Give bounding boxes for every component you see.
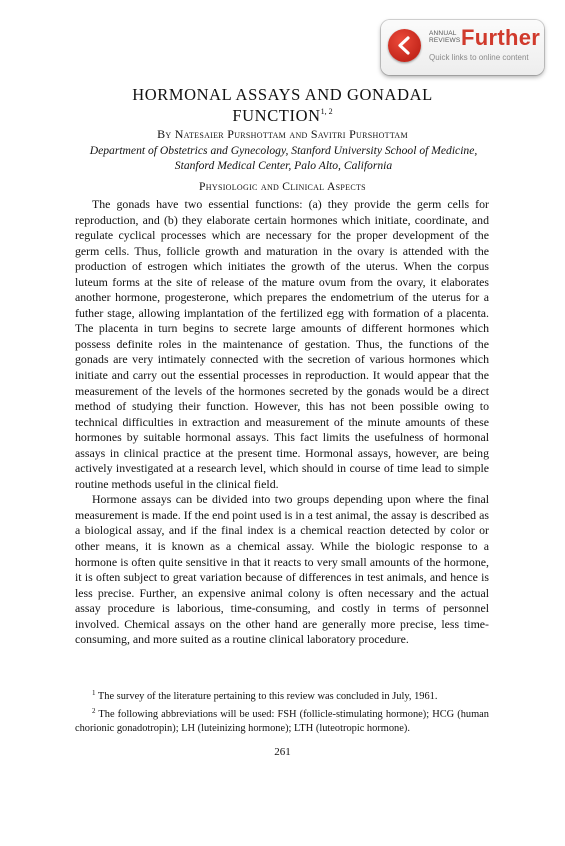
article-body	[75, 197, 489, 648]
footnotes	[75, 686, 489, 736]
annual-reviews-further-badge[interactable]	[381, 20, 544, 75]
footnote-2-text: The following abbreviations will be used: FSH (follicle-stimulating hormone); HCG (human chorionic gonadotropin); LH (luteinizing hormone); LTH (luteotropic hormone).	[75, 709, 489, 734]
author-2: Savitri Purshottam	[310, 127, 408, 141]
page-number: 261	[274, 746, 291, 758]
further-tagline: Quick links to online content	[429, 53, 529, 62]
footnote-1	[75, 686, 489, 704]
brand-line-1: ANNUAL	[429, 30, 457, 37]
paragraph-2: Hormone assays can be divided into two groups depending upon where the final measurement is made. If the end point used is in a test animal, the assay is described as a biological assay, and if the final index is a chemical reaction detected by color or other means, it is known as a chemical assay. While the biologic response to a hormone is often quite sensitive in that it reacts to very small amounts of the hormone, it is often subject to great variation because of differences in test animals, and hence is less precise. Further, an expensive animal colony is often necessary and the actual assay procedure is laborious, time-consuming, and costly in terms of personnel involved. Chemical assays on the other hand are generally more precise, less time-consuming, and more suited as a routine clinical laboratory procedure.	[75, 492, 489, 647]
footnote-2-mark: 2	[92, 707, 96, 715]
brand-line-2: REVIEWS	[429, 37, 461, 44]
paragraph-1: The gonads have two essential functions: (a) they provide the germ cells for reproduction, and (b) they elaborate certain hormones which initiate, coordinate, and regulate cyclical processes which are necessary for the proper development of the germ cells. Thus, follicle growth and maturation in the ovary is attended with the production of estrogen which initiates the growth of the uterus. When the corpus luteum forms at the site of release of the mature ovum from the ovary, it elaborates another hormone, progesterone, which prepares the endometrium of the uterus for a futher stage, allowing implantation of the fertilized egg with formation of a placenta. The placenta in turn begins to secrete large amounts of different hormones which possess definite roles in the maintenance of gestation. Thus, the functions of the gonads are very intimately connected with the secretion of various hormones which initiate and carry out the essential processes in reproduction. It would appear that the measurement of the levels of the hormones secreted by the gonads would be a direct method of studying their function. However, this has not been possible owing to technical difficulties in extraction and measurement of the minute amounts of these hormones by suitable hormonal assays. This fact limits the usefulness of hormonal assays in clinical practice at the present time. Hormonal assays, however, are being actively investigated at a research level, which should in course of time lead to simple routine methods useful in the clinical field.	[75, 197, 489, 491]
further-label: Further	[461, 25, 541, 50]
and-label: and	[289, 127, 308, 141]
back-arrow-icon	[388, 29, 421, 62]
affiliation-line-2: Stanford Medical Center, Palo Alto, California	[174, 159, 393, 172]
title-line-2	[0, 103, 565, 124]
footnote-2	[75, 704, 489, 736]
footnote-1-mark: 1	[92, 689, 96, 697]
article-title	[0, 86, 565, 124]
section-heading: Physiologic and Clinical Aspects	[199, 180, 366, 193]
title-footnote-marks: 1, 2	[320, 107, 333, 116]
affiliation-line-1: Department of Obstetrics and Gynecology, Stanford University School of Medicine,	[89, 144, 478, 157]
footnote-1-text: The survey of the literature pertaining to this review was concluded in July, 1961.	[97, 691, 438, 702]
by-label: By	[157, 127, 172, 141]
author-line	[0, 127, 565, 142]
annual-reviews-logo-text	[429, 30, 460, 44]
title-line-2-text: FUNCTION	[232, 106, 321, 125]
title-line-1: HORMONAL ASSAYS AND GONADAL	[132, 85, 433, 104]
affiliation	[40, 143, 527, 173]
author-1: Natesaier Purshottam	[174, 127, 287, 141]
